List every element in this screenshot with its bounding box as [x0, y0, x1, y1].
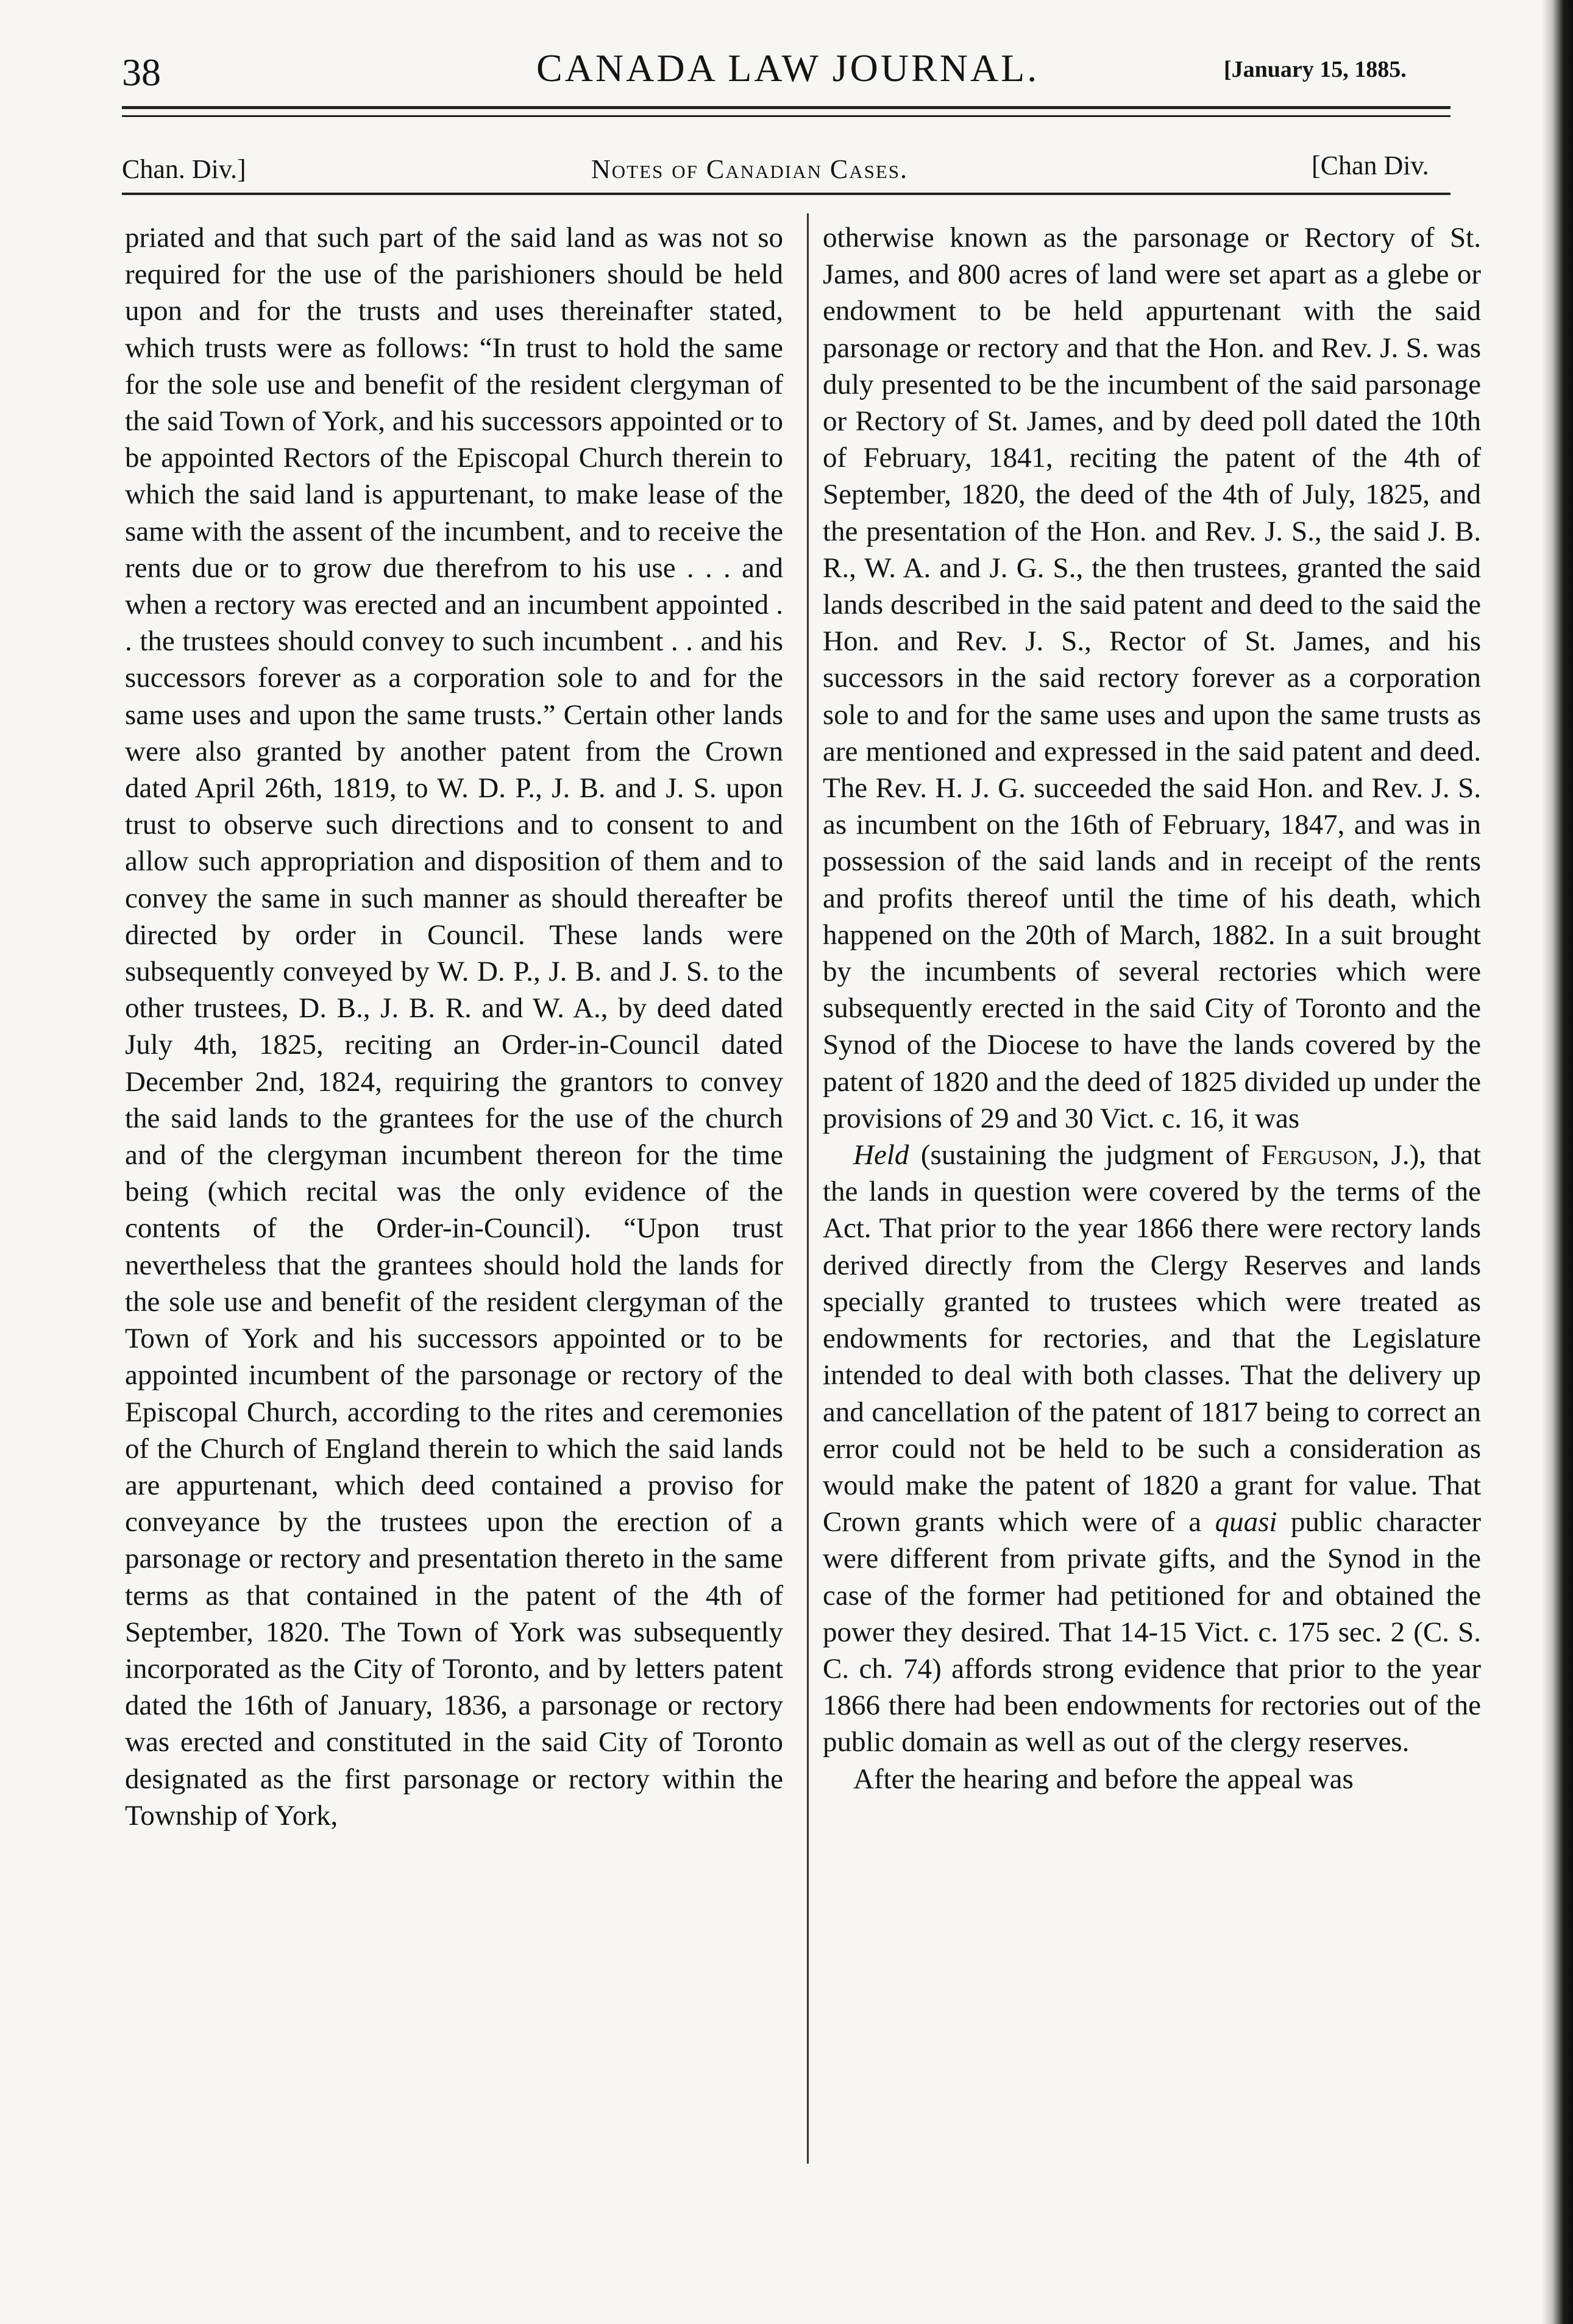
- subheader-rule: [122, 193, 1450, 195]
- held-word: Held: [853, 1139, 909, 1171]
- issue-date: [January 15, 1885.: [1224, 57, 1407, 82]
- left-column-paragraph: priated and that such part of the said land as was not so required for the use of the parishioners should be held upon and for the trusts and uses thereinafter stated, which trusts were as follows: “In trust to hold the same for the sole use and benefit of the resident clergyman of the said Town of York, and his successors appointed or to be appointed Rectors of the Episcopal Church therein to which the said land is appurtenant, to make lease of the same with the assent of the incumbent, and to receive the rents due or to grow due therefrom to his use . . . and when a rectory was erected and an incumbent appointed . . the trustees should convey to such incumbent . . and his successors forever as a corporation sole to and for the same uses and upon the same trusts.” Certain other lands were also granted by another patent from the Crown dated April 26th, 1819, to W. D. P., J. B. and J. S. upon trust to observe such directions and to consent to and allow such appropriation and disposition of them and to convey the same in such manner as should thereafter be directed by order in Council. These lands were subsequently conveyed by W. D. P., J. B. and J. S. to the other trustees, D. B., J. B. R. and W. A., by deed dated July 4th, 1825, reciting an Order-in-Council dated December 2nd, 1824, requiring the grantors to convey the said lands to the grantees for the use of the church and of the clergyman incumbent thereon for the time being (which recital was the only evidence of the contents of the Order-in-Council). “Upon trust nevertheless that the grantees should hold the lands for the sole use and benefit of the resident clergyman of the Town of York and his successors appointed or to be appointed incumbent of the parsonage or rectory of the Episcopal Church, according to the rites and ceremonies of the Church of England therein to which the said lands are appurtenant, which deed contained a proviso for conveyance by the trustees upon the erection of a parsonage or rectory and presentation thereto in the same terms as that contained in the patent of the 4th of September, 1820. The Town of York was subsequently incorporated as the City of Toronto, and by letters patent dated the 16th of January, 1836, a parsonage or rectory was erected and constituted in the said City of Toronto designated as the first parsonage or rectory within the Township of York,: [125, 222, 783, 1832]
- left-column: [125, 219, 783, 1834]
- right-column-paragraph-1: otherwise known as the parsonage or Rectory of St. James, and 800 acres of land were set apart as a glebe or endowment to be held appurtenant with the said parsonage or rectory and that the Hon. and Rev. J. S. was duly presented to be the incumbent of the said parsonage or Rectory of St. James, and by deed poll dated the 10th of February, 1841, reciting the patent of the 4th of September, 1820, the deed of the 4th of July, 1825, and the presentation of the Hon. and Rev. J. S., the said J. B. R., W. A. and J. G. S., the then trustees, granted the said lands described in the said patent and deed to the said the Hon. and Rev. J. S., Rector of St. James, and his successors in the said rectory forever as a corporation sole to and for the same uses and upon the same trusts as are mentioned and expressed in the said patent and deed. The Rev. H. J. G. succeeded the said Hon. and Rev. J. S. as incumbent on the 16th of February, 1847, and was in possession of the said lands and in receipt of the rents and profits thereof until the time of his death, which happened on the 20th of March, 1882. In a suit brought by the incumbents of several rectories which were subsequently erected in the said City of Toronto and the Synod of the Diocese to have the lands covered by the patent of 1820 and the deed of 1825 divided up under the provisions of 29 and 30 Vict. c. 16, it was: [823, 222, 1481, 1134]
- held-text-1: , J.), that the lands in question were covered by the terms of the Act. That prior to the year 1866 there were rectory lands derived directly from the Clergy Reserves and lands specially granted to trustees which were treated as endowments for rectories, and that the Legislature intended to deal with both classes. That the delivery up and cancellation of the patent of 1817 being to correct an error could not be held to be such a consideration as would make the patent of 1820 a grant for value. That Crown grants which were of a: [823, 1139, 1482, 1538]
- page-number: 38: [122, 51, 161, 94]
- held-text-2: public character were different from private gifts, and the Synod in the case of the former had petitioned for and obtained the power they desired. That 14-15 Vict. c. 175 sec. 2 (C. S. C. ch. 74) affords strong evidence that prior to the year 1866 there had been endowments for rectories out of the public domain as well as out of the clergy reserves.: [823, 1506, 1481, 1758]
- section-label-right: [Chan Div.: [1312, 151, 1429, 180]
- right-column-paragraph-3: After the hearing and before the appeal was: [853, 1763, 1354, 1795]
- section-title: Notes of Canadian Cases.: [591, 154, 909, 184]
- page-edge-shadow: [1541, 0, 1573, 2324]
- section-label-left: Chan. Div.]: [122, 154, 246, 184]
- journal-title: CANADA LAW JOURNAL.: [536, 46, 1040, 90]
- held-paragraph: [823, 1137, 1481, 1760]
- header-double-rule: [122, 106, 1450, 117]
- quasi-word: quasi: [1215, 1506, 1277, 1538]
- right-column: [823, 219, 1481, 1797]
- column-divider: [807, 213, 809, 2164]
- judge-name: Ferguson: [1261, 1139, 1372, 1171]
- held-text-mid: (sustaining the judgment of: [909, 1139, 1262, 1171]
